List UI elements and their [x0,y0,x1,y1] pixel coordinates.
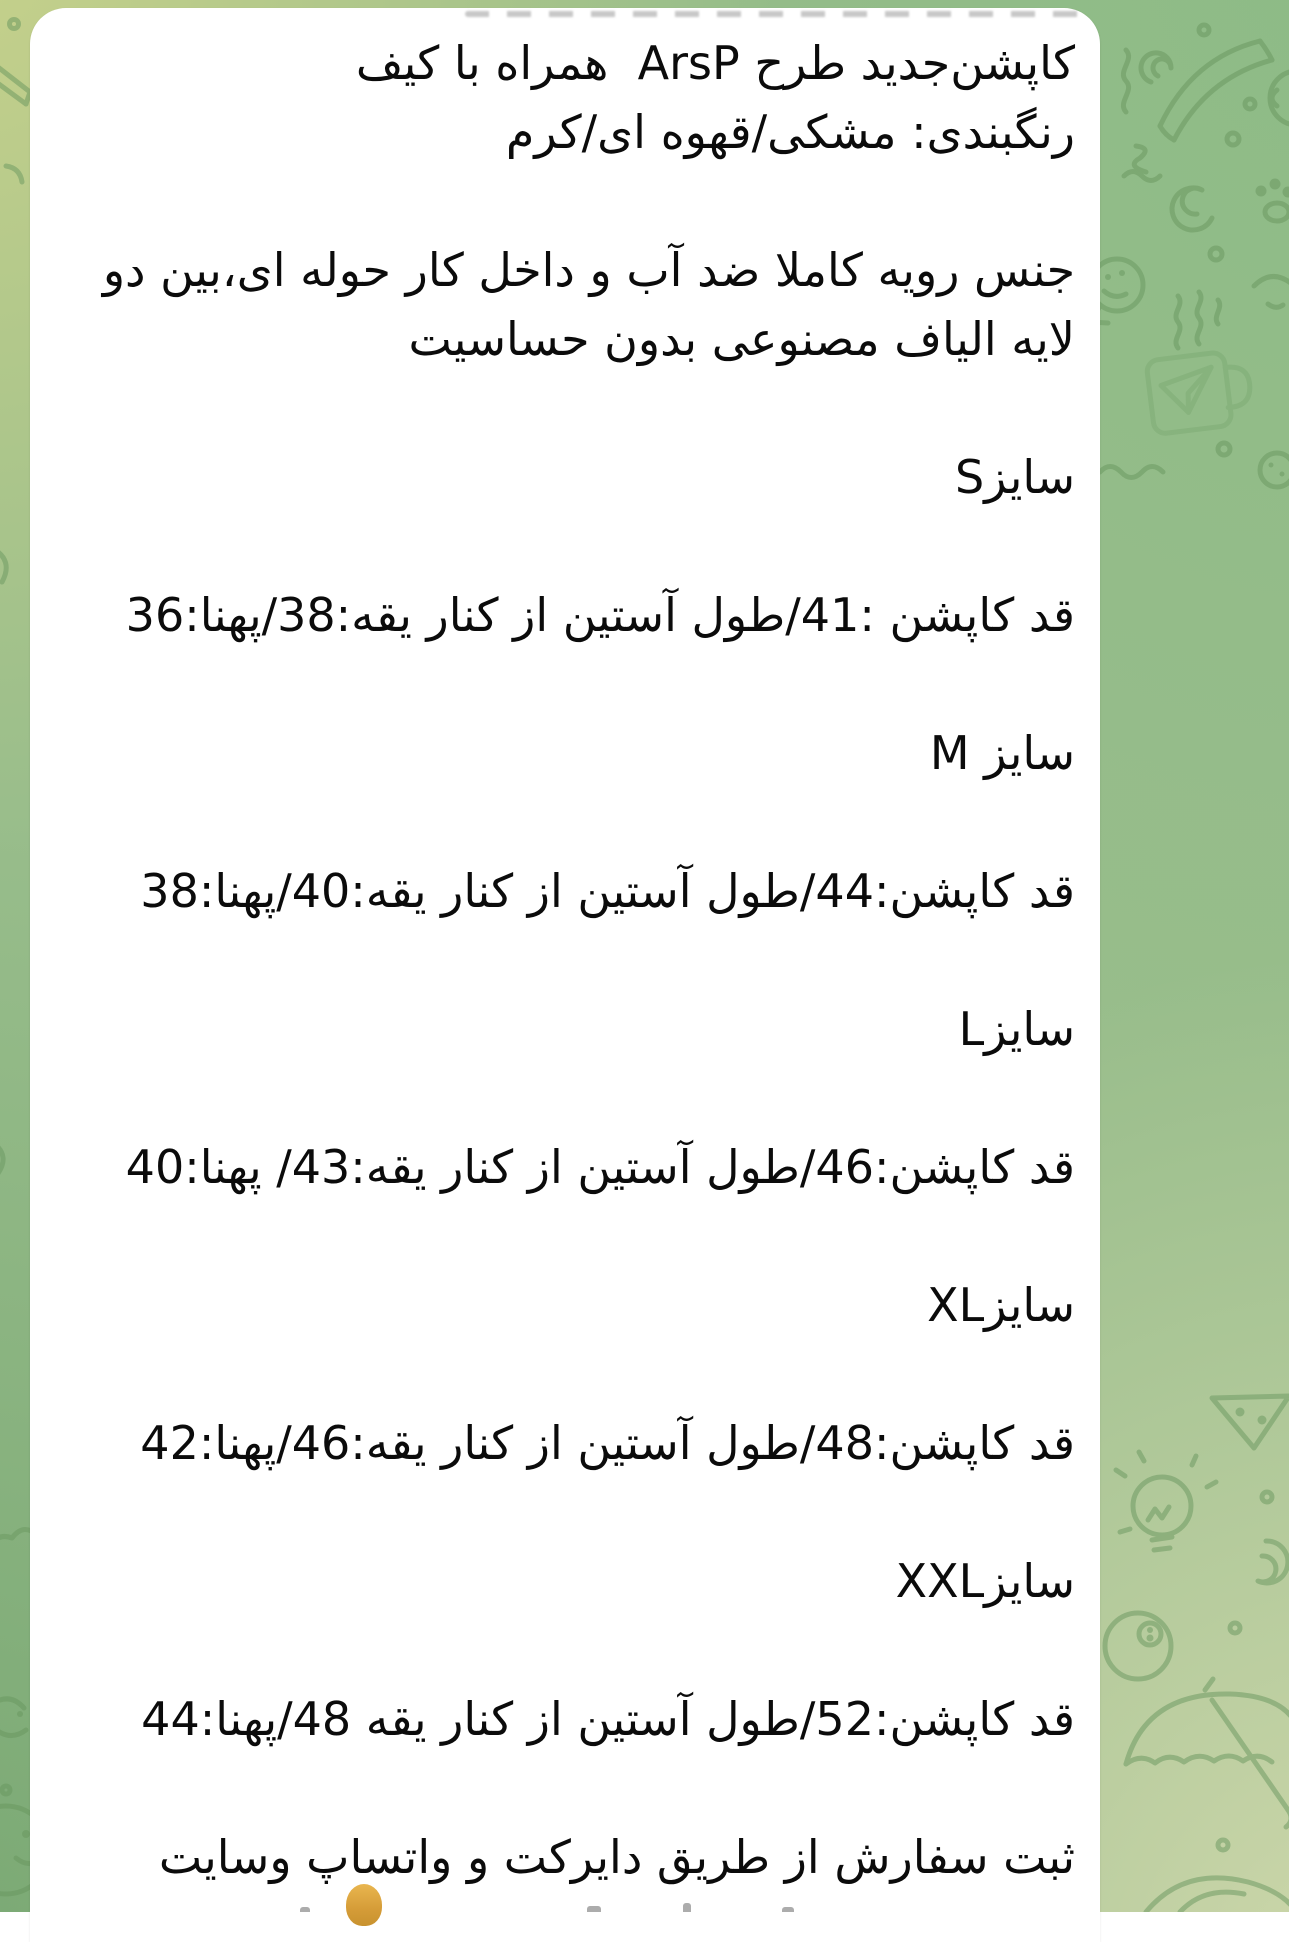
message-line [50,512,1075,581]
dot-circle-icon [1262,1492,1272,1502]
whale-smile-icon [1268,304,1283,307]
message-line: سایزXL [50,1271,1075,1340]
message-line [50,374,1075,443]
zigzag-icon [1134,146,1146,172]
message-line [50,1478,1075,1547]
cropped-glyph-top [782,1907,794,1912]
steam-icon [1176,296,1180,348]
ray-icon [1139,1452,1144,1461]
eightball-circle-icon [1139,1623,1161,1645]
cropped-glyph-top [683,1903,691,1912]
dot-circle-icon [1210,248,1222,260]
dot-circle-icon [1218,1840,1228,1850]
message-line [50,1340,1075,1409]
message-line: لایه الیاف مصنوعی بدون حساسیت [50,305,1075,374]
message-line [50,926,1075,995]
paw-toe-icon [1283,187,1289,198]
message-line [50,1202,1075,1271]
dot-circle-icon [1245,99,1255,109]
paw-toe-icon [1256,186,1267,197]
message-line: سایز M [50,719,1075,788]
leaf-vein-icon [1180,1892,1244,1912]
doodles-right-top [1090,25,1289,487]
lightbulb-icon [1133,1477,1191,1535]
curve-icon [0,1142,3,1176]
wave-icon [1100,467,1163,478]
ray-icon [1116,1470,1125,1476]
message-line: رنگبندی: مشکی/قهوه ای/کرم [50,98,1075,167]
whale-icon [1254,276,1289,286]
cropped-glyph-top [587,1906,601,1912]
fish-eye-icon [1105,274,1111,280]
message-line: قد کاپشن :41/طول آستین از کنار یقه:38/پهنا:36 [50,581,1075,650]
curve-icon [0,548,6,582]
pepperoni-icon [1258,1416,1267,1425]
paw-toe-icon [1270,179,1281,190]
dot-circle-icon [1199,25,1209,35]
face-eye-icon [22,1830,30,1838]
message-bubble[interactable] [30,8,1100,1942]
cropped-glyph-top [300,1907,310,1912]
arc-icon [6,166,22,182]
dot-circle-icon [1218,443,1230,455]
umbrella-tip-icon [1205,1679,1213,1690]
wave-icon [1124,172,1160,181]
smiley-eye-icon [17,1711,23,1717]
ray-icon [1207,1482,1216,1487]
swoosh-icon [1174,60,1272,140]
dot-circle-icon [2,1786,10,1794]
fish-smile-icon [1104,291,1126,296]
lightbulb-base-icon [1154,1548,1170,1550]
spiral-small-icon [1141,53,1171,82]
smiley-mouth-icon [0,1728,26,1736]
umbrella-canopy-icon [1126,1694,1289,1764]
message-line [50,167,1075,236]
smiley-brow-icon [0,1699,24,1708]
steam-icon [1197,292,1201,344]
spiral-big-icon [1172,188,1212,230]
message-line: جنس رویه کاملا ضد آب و داخل کار حوله ای،بین دو [50,236,1075,305]
swoosh-icon [1160,41,1260,126]
pizza-icon [1212,1396,1289,1448]
message-line [50,788,1075,857]
pepperoni-icon [1236,1408,1245,1417]
message-line: قد کاپشن:52/طول آستین از کنار یقه 48/پهنا:44 [50,1685,1075,1754]
message-line [50,1064,1075,1133]
message-line: قد کاپشن:46/طول آستین از کنار یقه:43/ پهنا:40 [50,1133,1075,1202]
message-line [50,1616,1075,1685]
ray-icon [1120,1529,1130,1532]
message-text [30,8,1100,1892]
ray-icon [1192,1456,1196,1465]
gold-emoji-partial-icon [346,1884,382,1926]
lightbulb-base-icon [1152,1537,1172,1540]
telegram-mug-icon [1146,349,1254,435]
steam-icon [1216,300,1219,324]
dot-circle-icon [1230,1623,1240,1633]
message-line: قد کاپشن:44/طول آستین از کنار یقه:40/پهنا:38 [50,857,1075,926]
message-line: کاپشن‌جدید طرح ArsP همراه با کیف [50,29,1075,98]
fish-eye-icon [1119,270,1125,276]
message-line: سایزS [50,443,1075,512]
dot-circle-icon [1227,133,1239,145]
message-line: سایزXXL [50,1547,1075,1616]
message-line: قد کاپشن:48/طول آستین از کنار یقه:46/پهنا:42 [50,1409,1075,1478]
bird-wing-icon [1272,90,1277,106]
squiggle-icon [1123,50,1128,112]
message-line: سایزL [50,995,1075,1064]
paw-pad-icon [1265,203,1289,221]
doodles-right-bottom [1105,1396,1289,1912]
dot-circle-icon [10,20,19,29]
lightbulb-filament-icon [1148,1507,1169,1520]
message-line [50,650,1075,719]
spiral-icon [1258,1541,1288,1583]
message-line: ثبت سفارش از طریق دایرکت و واتساپ وسایت [50,1823,1075,1892]
strawberry-icon [1260,453,1289,487]
eightball-icon [1105,1613,1171,1679]
message-line [50,1754,1075,1823]
